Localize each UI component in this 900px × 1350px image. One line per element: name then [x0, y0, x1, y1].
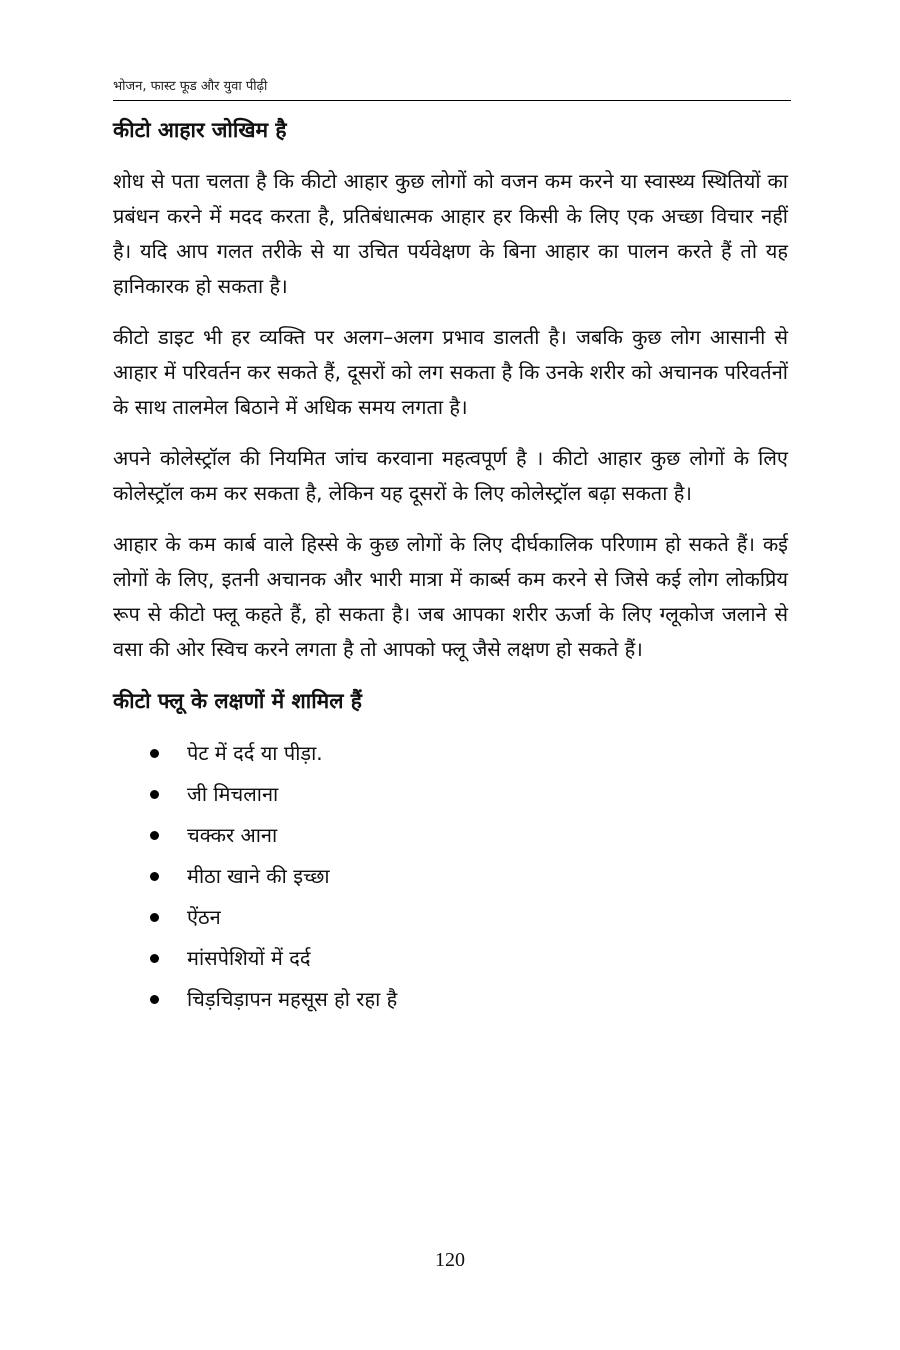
list-item-text: जी मिचलाना: [187, 782, 279, 806]
paragraph: शोध से पता चलता है कि कीटो आहार कुछ लोगों को वजन कम करने या स्वास्थ्य स्थितियों का प्रबंधन करने में मदद करता है, प्रतिबंधात्मक आहार हर किसी के लिए एक अच्छा विचार नहीं है। यदि आप गलत तरीके से या उचित पर्यवेक्षण के बिना आहार का पालन करते हैं तो यह हानिकारक हो सकता है।: [113, 169, 788, 298]
list-item-text: मीठा खाने की इच्छा: [187, 864, 330, 888]
list-item-text: चक्कर आना: [187, 823, 278, 847]
bullet-icon: [150, 954, 159, 963]
bullet-icon: [150, 872, 159, 881]
bullet-icon: [150, 790, 159, 799]
paragraph: आहार के कम कार्ब वाले हिस्से के कुछ लोगों के लिए दीर्घकालिक परिणाम हो सकते हैं। कई लोगों के लिए, इतनी अचानक और भारी मात्रा में कार्ब्स कम करने से जिसे कई लोग लोकप्रिय रूप से कीटो फ्लू कहते हैं, हो सकता है। जब आपका शरीर ऊर्जा के लिए ग्लूकोज जलाने से वसा की ओर स्विच करने लगता है तो आपको फ्लू जैसे लक्षण हो सकते हैं।: [113, 532, 788, 661]
list-item: [150, 897, 788, 938]
list-item: [150, 938, 788, 979]
list-item-text: पेट में दर्द या पीड़ा.: [187, 741, 323, 765]
running-header: भोजन, फास्ट फूड और युवा पीढ़ी: [113, 79, 268, 94]
list-item: [150, 856, 788, 897]
list-item-text: मांसपेशियों में दर्द: [187, 946, 311, 970]
list-item: [150, 979, 788, 1020]
paragraph: कीटो डाइट भी हर व्यक्ति पर अलग–अलग प्रभाव डालती है। जबकि कुछ लोग आसानी से आहार में परिवर्तन कर सकते हैं, दूसरों को लग सकता है कि उनके शरीर को अचानक परिवर्तनों के साथ तालमेल बिठाने में अधिक समय लगता है।: [113, 325, 788, 419]
page-content: [113, 112, 788, 1020]
bullet-icon: [150, 995, 159, 1004]
section-heading: कीटो आहार जोखिम है: [113, 118, 287, 142]
paragraph: अपने कोलेस्ट्रॉल की नियमित जांच करवाना महत्वपूर्ण है । कीटो आहार कुछ लोगों के लिए कोलेस्ट्रॉल कम कर सकता है, लेकिन यह दूसरों के लिए कोलेस्ट्रॉल बढ़ा सकता है।: [113, 446, 788, 505]
list-item-text: चिड़चिड़ापन महसूस हो रहा है: [187, 987, 398, 1011]
symptoms-heading: कीटो फ्लू के लक्षणों में शामिल हैं: [113, 689, 362, 713]
header-rule: [113, 100, 791, 101]
symptoms-list: [113, 733, 788, 1020]
bullet-icon: [150, 913, 159, 922]
page-number: 120: [435, 1249, 465, 1271]
list-item-text: ऐंठन: [187, 905, 221, 929]
bullet-icon: [150, 831, 159, 840]
bullet-icon: [150, 749, 159, 758]
list-item: [150, 733, 788, 774]
list-item: [150, 774, 788, 815]
list-item: [150, 815, 788, 856]
